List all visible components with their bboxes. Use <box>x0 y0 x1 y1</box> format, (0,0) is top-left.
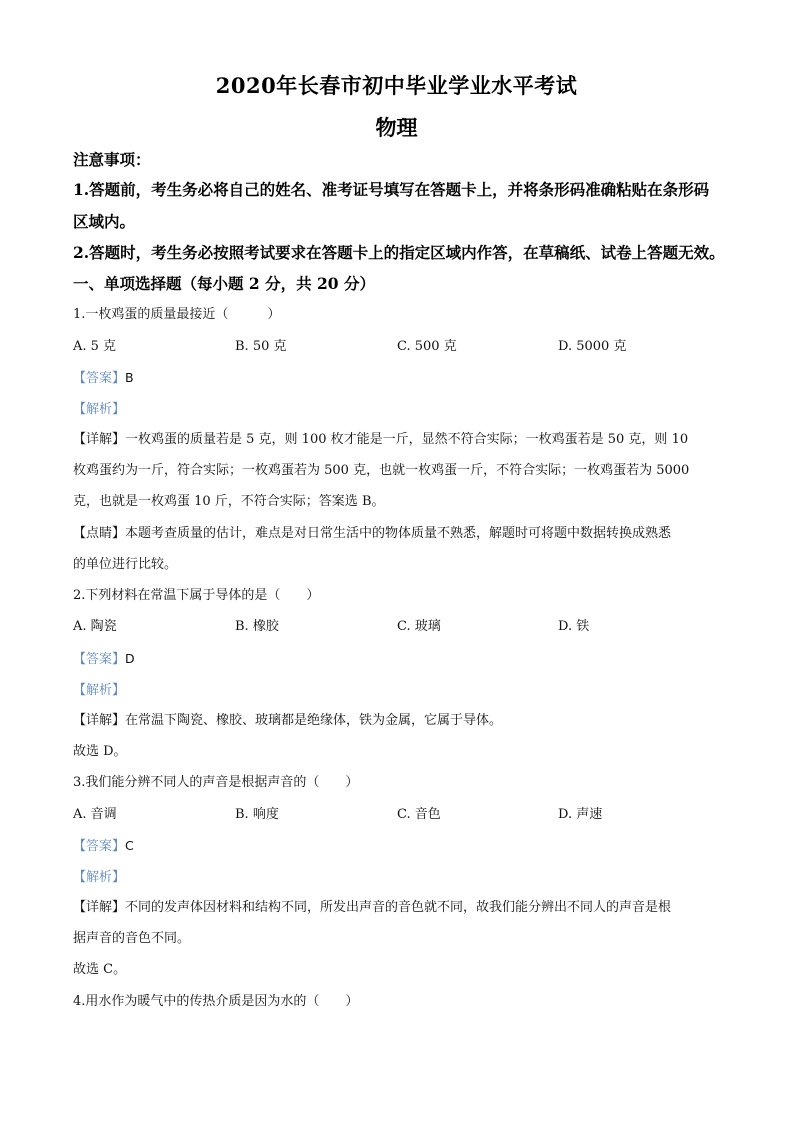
answer-label: 【答案】 <box>73 371 126 386</box>
analysis-label: 【解析】 <box>73 683 126 698</box>
notice-item-2: 2.答题时，考生务必按照考试要求在答题卡上的指定区域内作答，在草稿纸、试卷上答题无效。 <box>73 243 725 262</box>
question-2-conclusion: 故选 D。 <box>73 744 127 759</box>
question-1-answer <box>73 368 134 389</box>
question-3-conclusion: 故选 C。 <box>73 962 127 977</box>
question-2-analysis <box>73 680 125 701</box>
question-3-option-a: A. 音调 <box>73 807 117 822</box>
question-3-option-d: D. 声速 <box>558 807 603 822</box>
question-3-detail-line-1: 【详解】不同的发声体因材料和结构不同，所发出声音的音色就不同，故我们能分辨出不同人的声音是根 <box>73 900 672 915</box>
question-4-stem: 4.用水作为暖气中的传热介质是因为水的（ ） <box>73 994 359 1009</box>
notice-heading: 注意事项： <box>73 150 151 169</box>
answer-value: B <box>125 370 134 385</box>
question-3-answer <box>73 836 134 857</box>
question-1-detail-line-2: 枚鸡蛋约为一斤，符合实际；一枚鸡蛋若为 500 克，也就一枚鸡蛋一斤，不符合实际；一枚鸡蛋若为 5000 <box>73 463 690 478</box>
notice-item-1-cont: 区域内。 <box>73 212 136 231</box>
answer-label: 【答案】 <box>73 839 126 854</box>
detail-label: 【详解】 <box>73 432 126 447</box>
detail-label: 【详解】 <box>73 900 126 915</box>
question-1-comment-line-2: 的单位进行比较。 <box>73 557 178 572</box>
question-2-option-a: A. 陶瓷 <box>73 619 117 634</box>
question-2-answer <box>73 649 135 670</box>
answer-label: 【答案】 <box>73 652 126 667</box>
question-1-detail-line-1: 【详解】一枚鸡蛋的质量若是 5 克，则 100 枚才能是一斤，显然不符合实际；一枚鸡蛋若是 50 克，则 10 <box>73 432 689 447</box>
answer-value: D <box>125 651 135 666</box>
analysis-label: 【解析】 <box>73 870 126 885</box>
question-3-option-c: C. 音色 <box>397 807 441 822</box>
question-3-stem: 3.我们能分辨不同人的声音是根据声音的（ ） <box>73 775 359 790</box>
comment-label: 【点睛】 <box>73 526 126 541</box>
question-2-option-b: B. 橡胶 <box>235 619 279 634</box>
analysis-label: 【解析】 <box>73 402 126 417</box>
question-3-analysis <box>73 867 125 888</box>
question-3-detail-line-2: 据声音的音色不同。 <box>73 931 191 946</box>
question-1-analysis <box>73 399 125 420</box>
subject-title: 物理 <box>375 115 418 140</box>
question-2-option-d: D. 铁 <box>558 619 590 634</box>
exam-title: 2020年长春市初中毕业学业水平考试 <box>215 73 578 98</box>
question-1-option-a: A. 5 克 <box>73 339 117 354</box>
question-1-option-d: D. 5000 克 <box>558 339 627 354</box>
question-1-comment-line-1: 【点睛】本题考查质量的估计，难点是对日常生活中的物体质量不熟悉，解题时可将题中数据转换成熟悉 <box>73 526 672 541</box>
section-title: 一、单项选择题（每小题 2 分，共 20 分） <box>73 274 375 293</box>
detail-label: 【详解】 <box>73 713 126 728</box>
question-3-option-b: B. 响度 <box>235 807 279 822</box>
question-1-detail-line-3: 克，也就是一枚鸡蛋 10 斤，不符合实际；答案选 B。 <box>73 494 385 509</box>
answer-value: C <box>125 838 134 853</box>
question-2-stem: 2.下列材料在常温下属于导体的是（ ） <box>73 588 320 603</box>
question-2-detail-line-1: 【详解】在常温下陶瓷、橡胶、玻璃都是绝缘体，铁为金属，它属于导体。 <box>73 713 503 728</box>
notice-item-1: 1.答题前，考生务必将自己的姓名、准考证号填写在答题卡上，并将条形码准确粘贴在条形码 <box>73 180 710 199</box>
question-1-stem: 1.一枚鸡蛋的质量最接近（ ） <box>73 307 281 322</box>
question-2-option-c: C. 玻璃 <box>397 619 441 634</box>
question-1-option-c: C. 500 克 <box>397 339 457 354</box>
question-1-option-b: B. 50 克 <box>235 339 287 354</box>
